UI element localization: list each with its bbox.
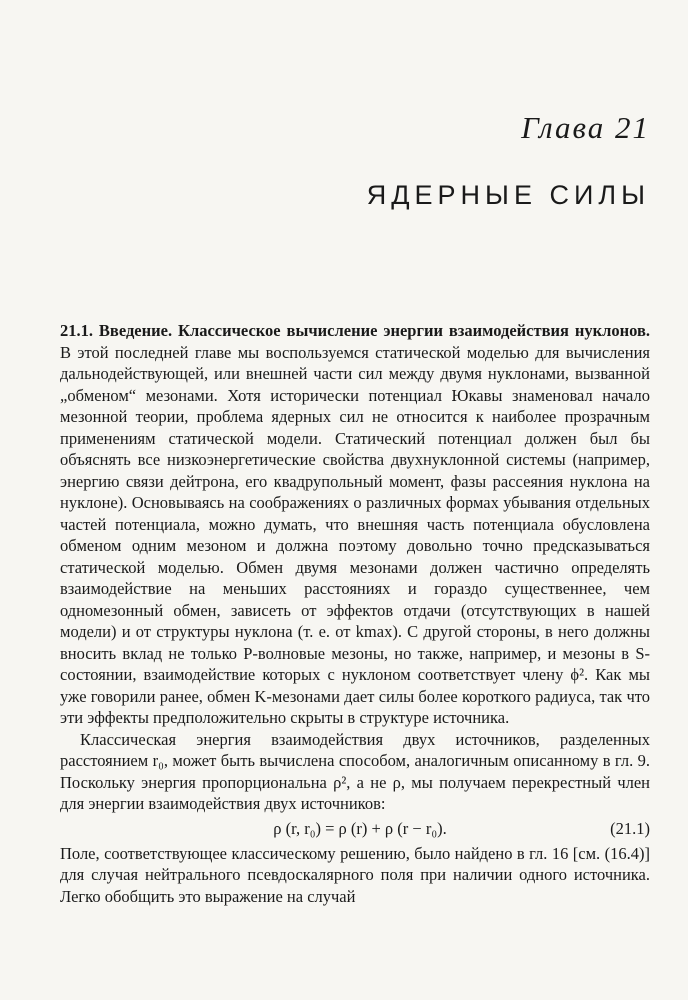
paragraph-1: В этой последней главе мы воспользуемся статической моделью для вычисления дальнодействующей, или внешней части сил между двумя нуклонами, вызванной „обменом“ мезонами. Хотя исторически потенциал Юкавы знаменовал начало мезонной теории, проблема ядерных сил не относится к наиболее прозрачным применениям статической модели. Статический потенциал должен был бы объяснять все низкоэнергетические свойства двухнуклонной системы (например, энергию связи дейтрона, его квадрупольный момент, фазы рассеяния нуклона на нуклоне). Основываясь на соображениях о различных формах убывания отдельных частей потенциала, можно думать, что внешняя часть потенциала обусловлена обменом одним мезоном и должна поэтому довольно точно предсказываться статической моделью. Обмен двумя мезонами должен частично определять взаимодействие на меньших расстояниях и гораздо существеннее, чем одномезонный обмен, зависеть от эффектов отдачи (отсутствующих в нашей модели) и от структуры нуклона (т. е. от kmax). С другой стороны, в него должны вносить вклад не только P-волновые мезоны, но также, например, и мезоны в S-состоянии, взаимодействие которых с нуклоном соответствует члену ϕ². Как мы уже говорили ранее, обмен K-мезонами дает силы более короткого радиуса, так что эти эффекты предположительно скрыты в структуре источника.: [60, 342, 650, 727]
chapter-title: ЯДЕРНЫЕ СИЛЫ: [366, 180, 650, 210]
equation-formula: ρ (r, r₀) = ρ (r) + ρ (r − r₀).: [273, 818, 447, 838]
paragraph-intro: [60, 320, 650, 729]
equation-21-1: [60, 815, 650, 843]
paragraph-3: Поле, соответствующее классическому решению, было найдено в гл. 16 [см. (16.4)] для случая нейтрального псевдоскалярного поля при наличии одного источника. Легко обобщить это выражение на случай: [60, 843, 650, 906]
equation-number: (21.1): [610, 818, 650, 838]
body-text: [60, 320, 650, 907]
chapter-number: Глава 21: [521, 110, 650, 145]
paragraph-2: Классическая энергия взаимодействия двух источников, разделенных расстоянием r₀, может быть вычислена способом, аналогичным описанному в гл. 9. Поскольку энергия пропорциональна ρ², а не ρ, мы получаем перекрестный член для энергии взаимодействия двух источников:: [60, 729, 650, 813]
section-heading: 21.1. Введение. Классическое вычисление энергии взаимодействия нуклонов.: [60, 321, 650, 340]
